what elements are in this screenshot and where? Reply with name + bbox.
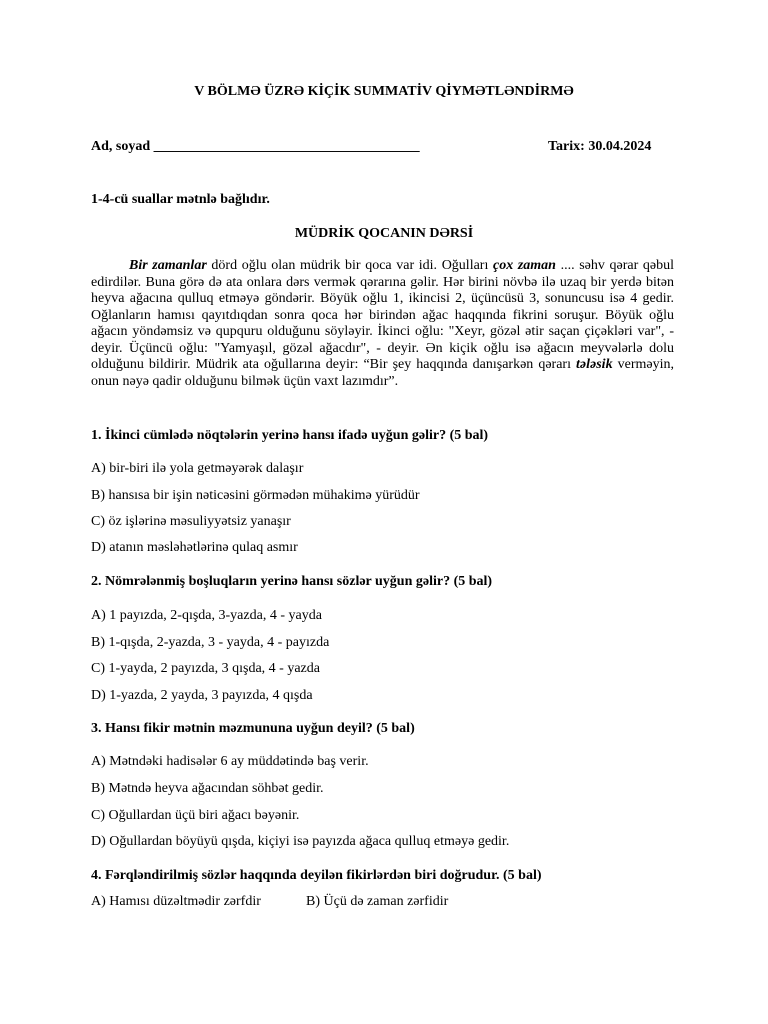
question-1-option-c: C) öz işlərinə məsuliyyətsiz yanaşır — [91, 514, 291, 529]
question-2-option-b: B) 1-qışda, 2-yazda, 3 - yayda, 4 - payızda — [91, 635, 330, 650]
passage-part-3: verməyin, onun nəyə qadir olduğunu bilmək üçün vaxt lazımdır”. — [91, 357, 674, 389]
question-3: 3. Hansı fikir mətnin məzmununa uyğun deyil? (5 bal) — [91, 721, 415, 736]
question-1-option-d: D) atanın məsləhətlərinə qulaq asmır — [91, 540, 298, 555]
question-2-option-c: C) 1-yayda, 2 payızda, 3 qışda, 4 - yazda — [91, 661, 320, 676]
question-2-option-d: D) 1-yazda, 2 yayda, 3 payızda, 4 qışda — [91, 688, 313, 703]
name-field-label: Ad, soyad ______________________________________ — [91, 139, 420, 154]
question-4: 4. Fərqləndirilmiş sözlər haqqında deyilən fikirlərdən biri doğrudur. (5 bal) — [91, 868, 542, 883]
passage-part-2: .... səhv qərar qəbul edirdilər. Buna görə də ata onlara dərs vermək qərarına gəlir. Hər birini növbə ilə uzaq bir yerdə bitən heyva ağacına qulluq etməyə göndərir. Böyük oğlu 1, ikincisi 2, üçüncüsü 3, sonuncusu isə 4 gedir. Oğlanların hamısı qayıtdıqdan sonra qoca hər birindən ağac haqqında fikrini soruşur. Böyük oğlu ağacın yöndəmsiz və qupquru olduğunu söyləyir. İkinci oğlu: "Xeyr, gözəl ətir saçan çiçəkləri var", - deyir. Üçüncü oğlu: "Yamyaşıl, gözəl ağacdır", - deyir. Ən kiçik oğlu isə ağacın meyvələrlə dolu olduğunu bildirir. Müdrik ata oğullarına deyir: “Bir şey haqqında danışarkən qərarı — [91, 258, 674, 372]
question-2-option-a: A) 1 payızda, 2-qışda, 3-yazda, 4 - yayda — [91, 608, 322, 623]
question-1-option-b: B) hansısa bir işin nəticəsini görmədən mühakimə yürüdür — [91, 488, 420, 503]
page-title: V BÖLMƏ ÜZRƏ KİÇİK SUMMATİV QİYMƏTLƏNDİRMƏ — [194, 84, 574, 99]
highlighted-word-3: tələsik — [576, 357, 613, 372]
question-4-option-b: B) Üçü də zaman zərfidir — [306, 894, 449, 909]
story-title: MÜDRİK QOCANIN DƏRSİ — [294, 226, 474, 241]
highlighted-word-1: Bir zamanlar — [129, 258, 207, 273]
question-1-option-a: A) bir-biri ilə yola getməyərək dalaşır — [91, 461, 304, 476]
question-3-option-b: B) Mətndə heyva ağacından söhbət gedir. — [91, 781, 324, 796]
date-label: Tarix: 30.04.2024 — [548, 139, 652, 154]
highlighted-word-2: çox zaman — [492, 258, 556, 273]
instructions: 1-4-cü suallar mətnlə bağlıdır. — [91, 192, 270, 207]
question-3-option-d: D) Oğullardan böyüyü qışda, kiçiyi isə payızda ağaca qulluq etməyə gedir. — [91, 834, 510, 849]
story-passage — [91, 258, 674, 390]
question-2: 2. Nömrələnmiş boşluqların yerinə hansı sözlər uyğun gəlir? (5 bal) — [91, 574, 493, 589]
question-3-option-a: A) Mətndəki hadisələr 6 ay müddətində baş verir. — [91, 754, 369, 769]
question-3-option-c: C) Oğullardan üçü biri ağacı bəyənir. — [91, 808, 300, 823]
question-1: 1. İkinci cümlədə nöqtələrin yerinə hansı ifadə uyğun gəlir? (5 bal) — [91, 428, 489, 443]
question-4-option-a: A) Hamısı düzəltmədir zərfdir — [91, 894, 261, 909]
passage-part-1: dörd oğlu olan müdrik bir qoca var idi. Oğulları — [206, 258, 493, 273]
